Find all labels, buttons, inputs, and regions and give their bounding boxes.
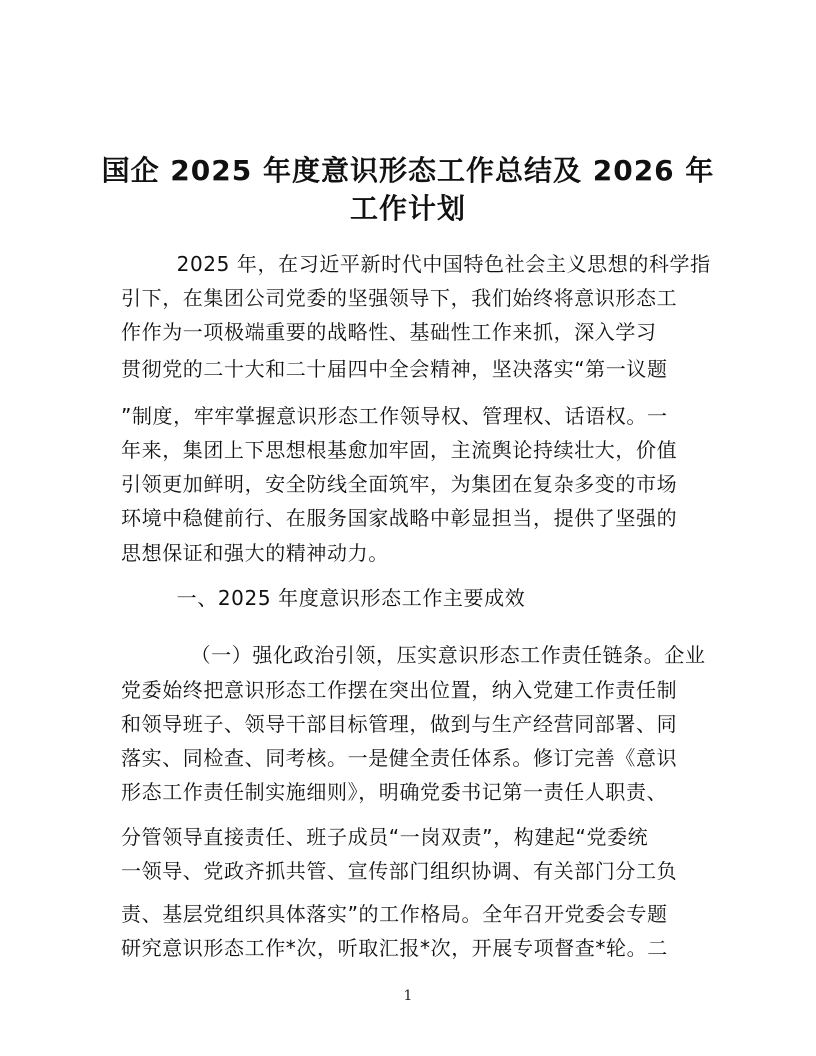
section-heading: 一、2025 年度意识形态工作主要成效	[121, 586, 526, 610]
text-line: 作作为一项极端重要的战略性、基础性工作来抓，深入学习	[121, 320, 657, 344]
text-line: 责、基层党组织具体落实”的工作格局。全年召开党委会专题	[121, 902, 668, 926]
text-line: ”制度，牢牢掌握意识形态工作领导权、管理权、话语权。一	[121, 404, 668, 428]
text-line: 党委始终把意识形态工作摆在突出位置，纳入党建工作责任制	[121, 678, 678, 702]
text-line: （一）强化政治引领，压实意识形态工作责任链条。企业	[121, 643, 706, 667]
text-line: 年来，集团上下思想根基愈加牢固，主流舆论持续壮大，价值	[121, 438, 678, 462]
title-line-2: 工作计划	[349, 192, 466, 225]
text-line: 一领导、党政齐抓共管、宣传部门组织协调、有关部门分工负	[121, 859, 678, 883]
text-line: 分管领导直接责任、班子成员“一岗双责”，构建起“党委统	[121, 825, 649, 849]
text-line: 环境中稳健前行、在服务国家战略中彰显担当，提供了坚强的	[121, 506, 678, 530]
text-line: 引领更加鲜明，安全防线全面筑牢，为集团在复杂多变的市场	[121, 472, 678, 496]
text-line: 研究意识形态工作*次，听取汇报*次，开展专项督查*轮。二	[121, 936, 668, 960]
text-line: 2025 年，在习近平新时代中国特色社会主义思想的科学指	[121, 252, 711, 276]
text-line: 贯彻党的二十大和二十届四中全会精神，坚决落实“第一议题	[121, 357, 668, 381]
page-number: 1	[403, 988, 413, 1004]
text-line: 和领导班子、领导干部目标管理，做到与生产经营同部署、同	[121, 712, 678, 736]
title-line-1: 国企 2025 年度意识形态工作总结及 2026 年	[101, 154, 715, 187]
page-title	[100, 152, 716, 228]
text-line: 落实、同检查、同考核。一是健全责任体系。修订完善《意识	[121, 746, 678, 770]
text-line: 引下，在集团公司党委的坚强领导下，我们始终将意识形态工	[121, 286, 678, 310]
text-line: 思想保证和强大的精神动力。	[121, 541, 389, 565]
text-line: 形态工作责任制实施细则》，明确党委书记第一责任人职责、	[121, 780, 668, 804]
